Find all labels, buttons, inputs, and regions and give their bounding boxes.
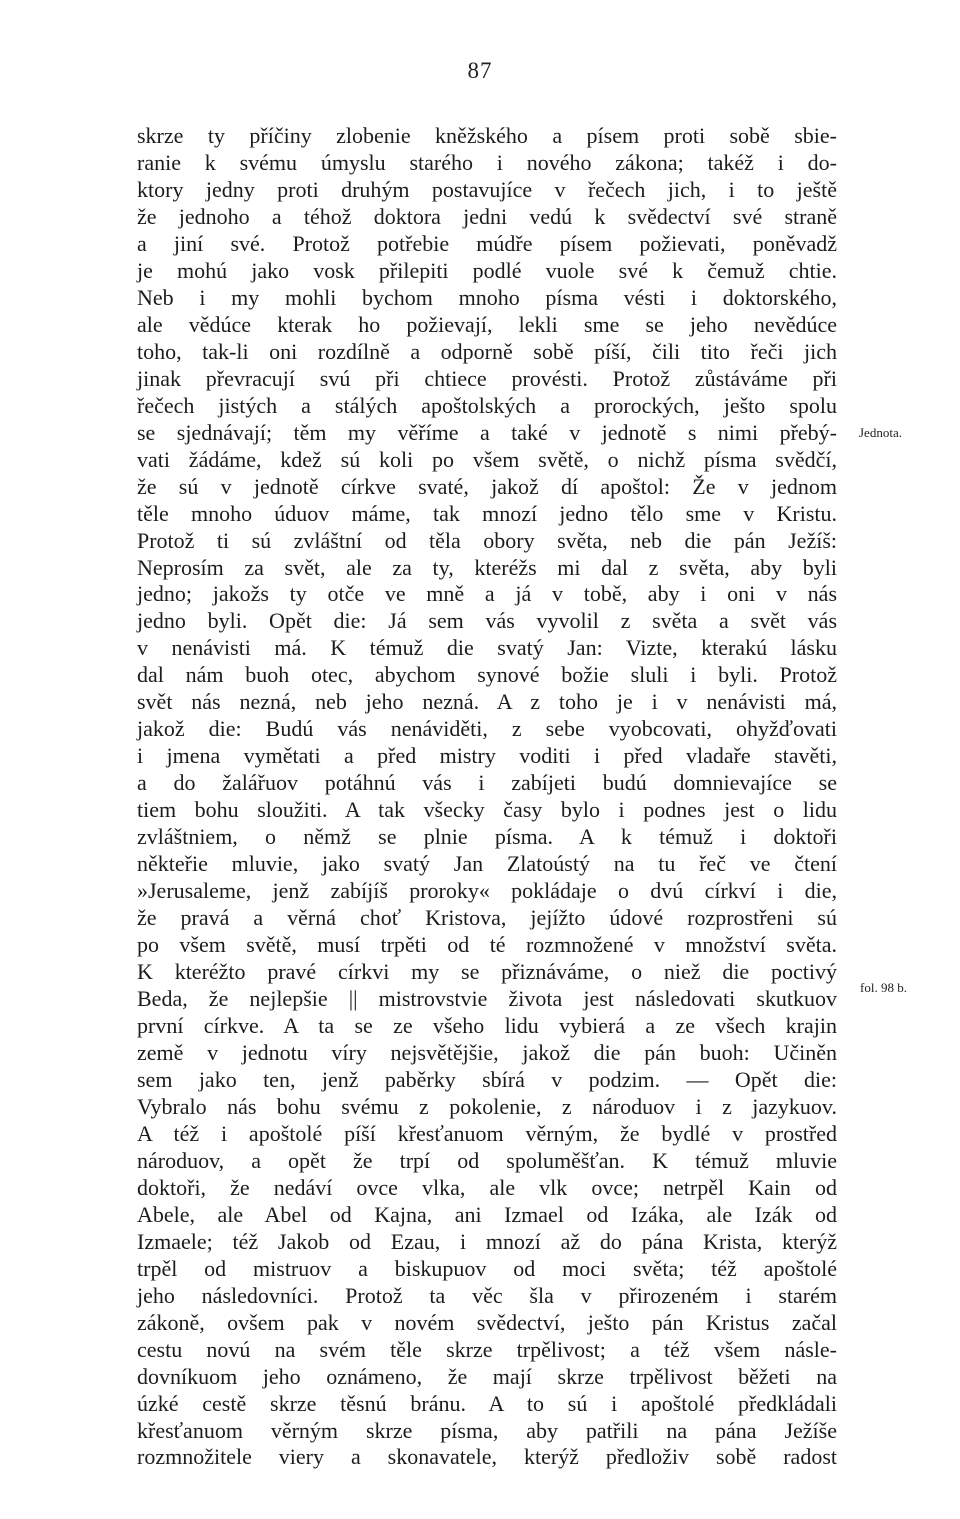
margin-note-folio: fol. 98 b. bbox=[860, 980, 907, 995]
text-line: že jednoho a téhož doktora jedni vedú k svědectví své straně bbox=[137, 203, 837, 229]
text-line: i jmena vymětati a před mistry voditi i před vladaře stavěti, bbox=[137, 743, 837, 769]
text-line: tiem bohu sloužiti. A tak všecky časy bylo i podnes jest o lidu bbox=[137, 797, 837, 823]
text-line: Neb i my mohli bychom mnoho písma vésti i doktorského, bbox=[137, 284, 837, 310]
text-line: křesťanuom věrným skrze písma, aby patřili na pána Ježíše bbox=[137, 1417, 837, 1443]
text-line: sem jako ten, jenž paběrky sbírá v podzim. — Opět die: bbox=[137, 1066, 837, 1092]
text-line: vati žádáme, kdež sú koli po všem světě, o nichž písma svědčí, bbox=[137, 446, 837, 472]
text-line: toho, tak-li oni rozdílně a odporně sobě píší, čili tito řeči jich bbox=[137, 338, 837, 364]
text-line: a jiní své. Protož potřebie múdře písem požievati, poněvadž bbox=[137, 230, 837, 256]
text-line: jedno; jakožs ty otče ve mně a já v tobě, aby i oni v nás bbox=[137, 581, 837, 607]
text-line: Beda, že nejlepšie || mistrovstvie života jest následovati skutkuov bbox=[137, 986, 837, 1011]
text-line: a do žalářuov potáhnú vás i zabíjeti budú domnievajíce se bbox=[137, 770, 837, 796]
text-line: že sú v jednotě církve svaté, jakož dí apoštol: Že v jednom bbox=[137, 473, 837, 499]
text-line: trpěl od mistruov a biskupuov od moci světa; též apoštolé bbox=[137, 1255, 837, 1281]
text-line: »Jerusaleme, jenž zabíjíš proroky« pokládaje o dvú církví i die, bbox=[137, 878, 837, 904]
page-number: 87 bbox=[467, 58, 493, 83]
text-line: cestu novú na svém těle skrze trpělivost; a též všem násle- bbox=[137, 1336, 837, 1362]
text-line: ktory jedny proti druhým postavujíce v řečech jich, i to ještě bbox=[137, 176, 837, 202]
text-line: Protož ti sú zvláštní od těla obory světa, neb die pán Ježíš: bbox=[137, 527, 837, 553]
text-line: ranie k svému úmyslu starého i nového zákona; takéž i do- bbox=[137, 149, 837, 175]
text-line: úzké cestě skrze těsnú bránu. A to sú i apoštolé předkládali bbox=[137, 1390, 837, 1416]
text-line: Izmaele; též Jakob od Ezau, i mnozí až do pána Krista, kterýž bbox=[137, 1228, 837, 1254]
text-line: svět nás nezná, neb jeho nezná. A z toho je i v nenávisti má, bbox=[137, 689, 837, 715]
text-line: A též i apoštolé píší křesťanuom věrným, že bydlé v prostřed bbox=[137, 1120, 837, 1146]
text-line: jakož die: Budú vás nenáviděti, z sebe vyobcovati, ohyžďovati bbox=[137, 716, 837, 742]
text-line: Neprosím za svět, ale za ty, kteréžs mi dal z světa, aby byli bbox=[137, 554, 837, 580]
text-line: jeho následovníci. Protož ta věc šla v přirozeném i starém bbox=[137, 1282, 837, 1308]
text-line: v nenávisti má. K témuž die svatý Jan: Vizte, kterakú lásku bbox=[137, 635, 837, 661]
text-line: dal nám buoh otec, abychom synové božie sluli i byli. Protož bbox=[137, 662, 837, 688]
text-line: země v jednotu víry nejsvětějšie, jakož die pán buoh: Učiněn bbox=[137, 1039, 837, 1065]
text-line: první církve. A ta se ze všeho lidu vybierá a ze všech krajin bbox=[137, 1012, 837, 1038]
body-text bbox=[137, 123, 837, 1471]
text-line: zvláštniem, o němž se plnie písma. A k témuž i doktoři bbox=[137, 824, 837, 850]
text-line: Abele, ale Abel od Kajna, ani Izmael od Izáka, ale Izák od bbox=[137, 1201, 837, 1227]
text-line: doktoři, že nedáví ovce vlka, ale vlk ovce; netrpěl Kain od bbox=[137, 1174, 837, 1200]
margin-note-jednota: Jednota. bbox=[859, 425, 902, 440]
text-line: ale vědúce kterak ho požievají, lekli sme se jeho nevědúce bbox=[137, 311, 837, 337]
text-line: těle mnoho úduov máme, tak mnozí jedno tělo sme v Kristu. bbox=[137, 500, 837, 526]
text-line: národuov, a opět že trpí od spoluměšťan. K témuž mluvie bbox=[137, 1147, 837, 1173]
text-line: Vybralo nás bohu svému z pokolenie, z národuov i z jazykuov. bbox=[137, 1093, 837, 1119]
text-line: jedno byli. Opět die: Já sem vás vyvolil z světa a svět vás bbox=[137, 608, 837, 634]
text-line: řečech jistých a stálých apoštolských a prorockých, ješto spolu bbox=[137, 392, 837, 418]
text-line: skrze ty příčiny zlobenie kněžského a písem proti sobě sbie- bbox=[137, 123, 837, 148]
text-line: se sjednávají; těm my věříme a také v jednotě s nimi přebý- bbox=[137, 419, 837, 445]
text-line: někteřie mluvie, jako svatý Jan Zlatoústý na tu řeč ve čtení bbox=[137, 851, 837, 877]
text-line: jinak převracují svú při chtiece provésti. Protož zůstáváme při bbox=[137, 365, 837, 391]
text-line: K kteréžto pravé církvi my se přiznáváme, o niež die poctivý bbox=[137, 959, 837, 985]
text-line: že pravá a věrná choť Kristova, jejížto údové rozprostřeni sú bbox=[137, 905, 837, 931]
text-line: rozmnožitele viery a skonavatele, kterýž předloživ sobě radost bbox=[137, 1444, 837, 1470]
text-line: dovníkuom jeho oznámeno, že mají skrze trpělivost běžeti na bbox=[137, 1363, 837, 1389]
text-line: je mohú jako vosk přilepiti podlé vuole své k čemuž chtie. bbox=[137, 257, 837, 283]
text-line: po všem světě, musí trpěti od té rozmnožené v množství světa. bbox=[137, 932, 837, 958]
text-line: zákoně, ovšem pak v novém svědectví, ješto pán Kristus začal bbox=[137, 1309, 837, 1335]
